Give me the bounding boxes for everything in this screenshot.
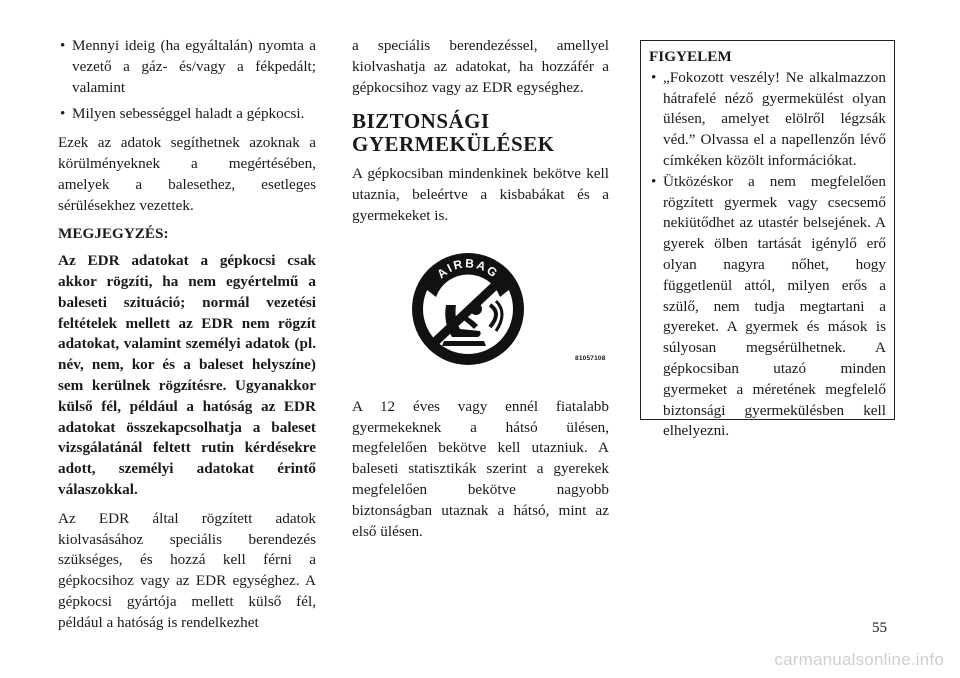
list-item: • Mennyi ideig (ha egyáltalán) nyomta a vezető a gáz- és/vagy a fékpedált; valamint xyxy=(58,36,316,98)
list-item: • „Fokozott veszély! Ne alkalmazzon hátrafelé néző gyermekülést olyan ülésen, amelyet elölről légzsák véd.” Olvassa el a napellenzőn lévő címkéken közölt információkat. xyxy=(649,68,886,172)
warning-title: FIGYELEM xyxy=(649,48,732,65)
no-rear-facing-child-seat-airbag-icon xyxy=(408,249,528,373)
page-number: 55 xyxy=(872,620,887,636)
airbag-banner-text: AIRBAG xyxy=(434,256,502,281)
section-title-line: GYERMEKÜLÉSEK xyxy=(352,132,555,157)
child-seat-intro-paragraph: A gépkocsiban mindenkinek bekötve kell utaznia, beleértve a kisbabákat és a gyermekeket is. xyxy=(352,165,609,224)
edr-access-paragraph: Az EDR által rögzített adatok kiolvasásához speciális berendezés szükséges, és hozzá kell férni a gépkocsihoz vagy az EDR egységhez. A gépkocsi gyártója mellett külső fél, például a hatóság is rendelkezhet xyxy=(58,509,316,631)
figure-id: 81057108 xyxy=(575,354,606,362)
list-item: • Milyen sebességgel haladt a gépkocsi. xyxy=(58,104,316,125)
edr-access-paragraph-continued: a speciális berendezéssel, amellyel kiolvashatja az adatokat, ha hozzáfér a gépkocsihoz vagy az EDR egységhez. xyxy=(352,37,609,96)
note-body: Az EDR adatokat a gépkocsi csak akkor rögzíti, ha nem egyértelmű a baleseti szituáció; normál vezetési feltételek mellett az EDR nem rögzít adatokat, valamint személyi adatok (pl. név, nem, kor és a baleset helyszíne) sem kerülnek rögzítésre. Ugyanakkor külső fél, például a hatóság az EDR adatokat összekapcsolhatja a baleset vizsgálatánál feltett rutin kérdésekre adott, személyi adatokat érintő válaszokkal. xyxy=(58,252,316,498)
note-heading: MEGJEGYZÉS: xyxy=(58,225,169,243)
warning-list xyxy=(649,68,886,442)
warning-box xyxy=(640,40,895,440)
watermark: carmanualsonline.info xyxy=(774,650,944,669)
left-column xyxy=(58,36,316,642)
middle-column xyxy=(352,36,609,550)
list-item: • Ütközéskor a nem megfelelően rögzített gyermek vagy csecsemő nekiütődhet az utastér belsejének. A gyerek ölben tartását igénylő erő olyan nagyra nőhet, hogy függetlenül attól, milyen erős a szülő, nem tudja megtartani a gyereket. A gyermek és mások is súlyosan megsérülhetnek. A gépkocsiban utazó minden gyermeket a méretének megfelelő biztonsági gyermekülésben kell elhelyezni. xyxy=(649,172,886,442)
airbag-warning-figure xyxy=(352,249,609,373)
edr-bullet-list xyxy=(58,36,316,125)
section-title xyxy=(352,110,609,156)
edr-paragraph: Ezek az adatok segíthetnek azoknak a körülményeknek a megértésében, amelyek a balesethez, esetleges sérülésekhez vezettek. xyxy=(58,134,316,214)
child-seat-stats-paragraph: A 12 éves vagy ennél fiatalabb gyermekeknek a hátsó ülésen, megfelelően bekötve kell utazniuk. A baleseti statisztikák szerint a gyerekek megfelelően bekötve nagyobb biztonságban utaznak a hátsó, mint az első ülésen. xyxy=(352,397,609,540)
section-title-line: BIZTONSÁGI xyxy=(352,109,490,134)
